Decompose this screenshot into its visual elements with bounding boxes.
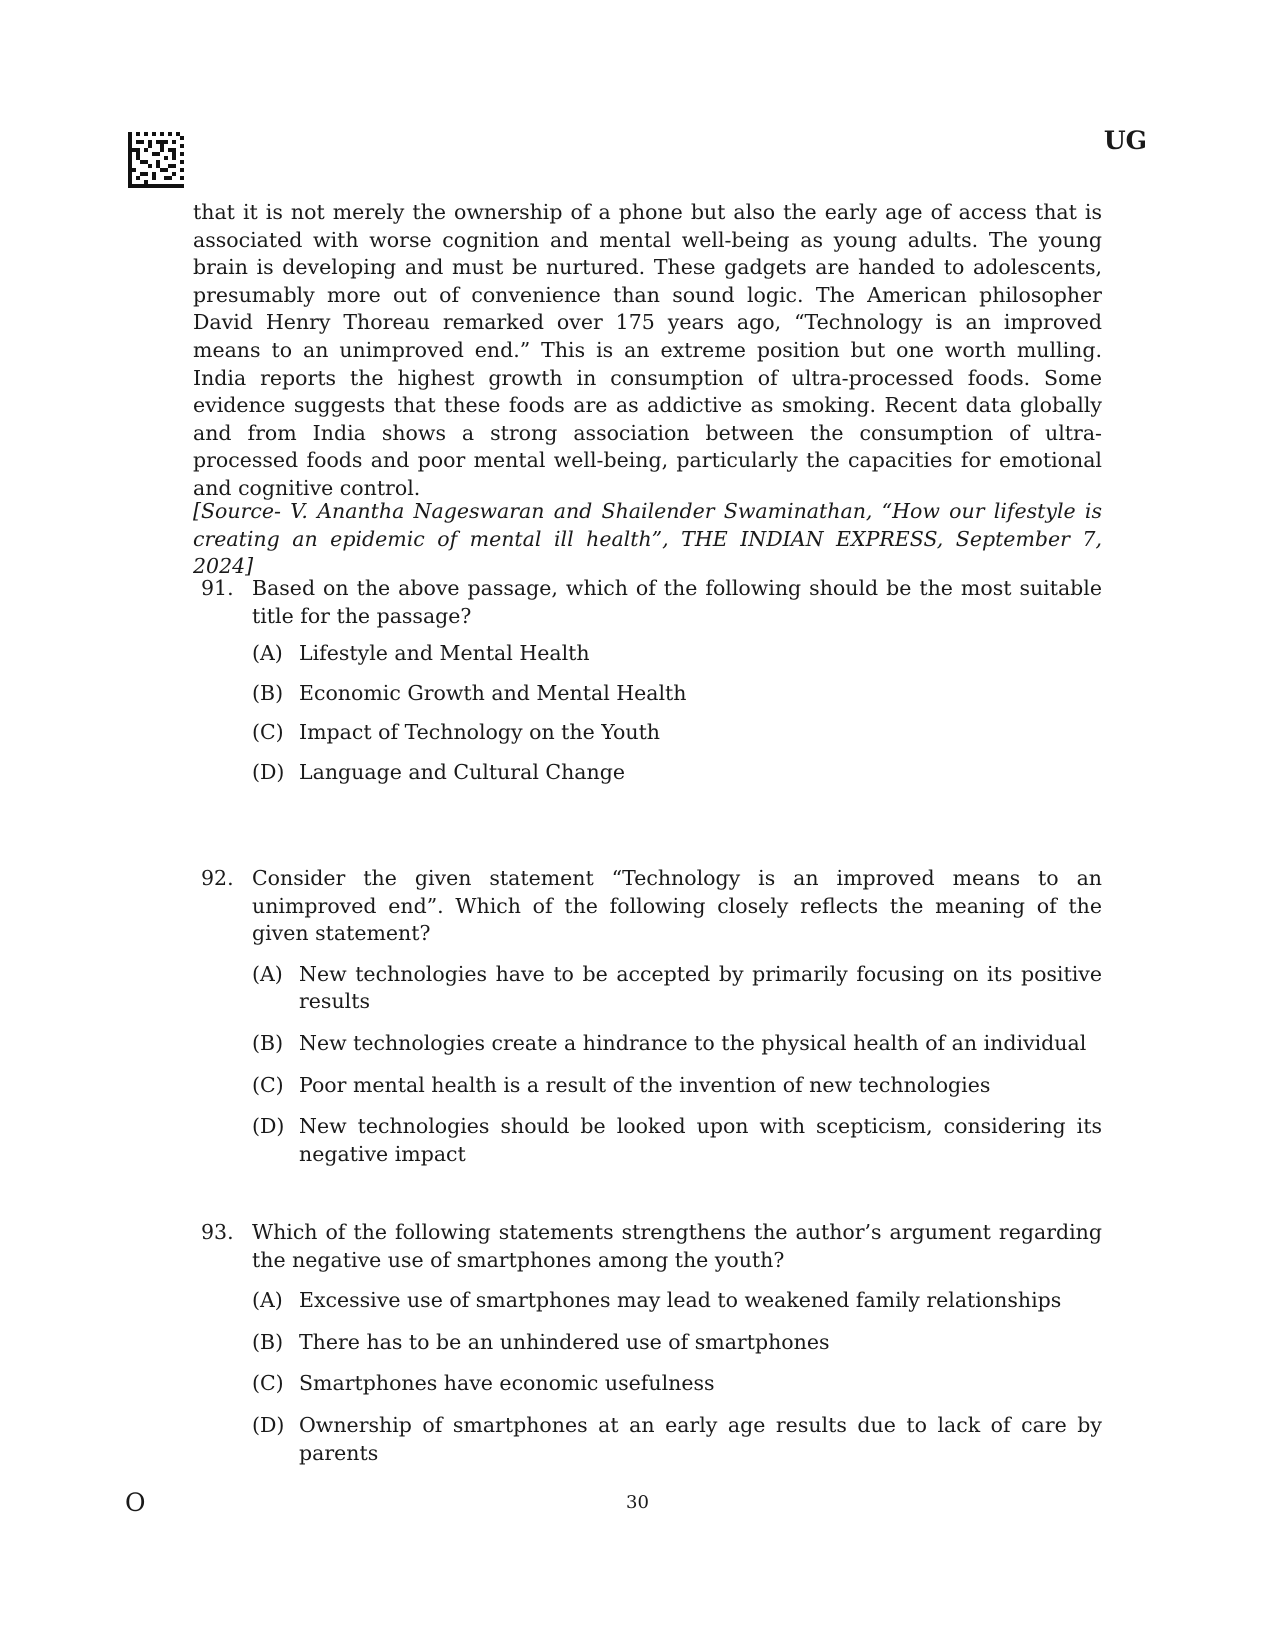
option-b[interactable] (252, 1030, 1102, 1058)
option-label: (B) (252, 1030, 284, 1055)
option-b[interactable] (252, 680, 1102, 708)
question-text: Consider the given statement “Technology is an improved means to an unimproved end”. Which of the following closely reflects the meaning of the given statement? (252, 866, 1102, 946)
option-label: (C) (252, 720, 284, 745)
option-text: There has to be an unhindered use of smartphones (299, 1329, 830, 1354)
option-label: (C) (252, 1371, 284, 1396)
passage-source: [Source- V. Anantha Nageswaran and Shailender Swaminathan, “How our lifestyle is creating an epidemic of mental ill health”, THE INDIAN EXPRESS, September 7, 2024] (193, 499, 1102, 579)
question-text: Based on the above passage, which of the following should be the most suitable title for the passage? (252, 576, 1102, 628)
option-d[interactable] (252, 1113, 1102, 1168)
option-c[interactable] (252, 1072, 1102, 1100)
option-label: (A) (252, 1288, 283, 1313)
question-92 (193, 865, 1102, 1168)
option-text: New technologies should be looked upon with scepticism, considering its negative impact (299, 1114, 1102, 1166)
passage-text: that it is not merely the ownership of a phone but also the early age of access that is associated with worse cognition and mental well-being as young adults. The young brain is developing and must be nurtured. These gadgets are handed to adolescents, presumably more out of convenience than sound logic. The American philosopher David Henry Thoreau remarked over 175 years ago, “Technology is an improved means to an unimproved end.” This is an extreme position but one worth mulling. India reports the highest growth in consumption of ultra-processed foods. Some evidence suggests that these foods are as addictive as smoking. Recent data globally and from India shows a strong association between the consumption of ultra-processed foods and poor mental well-being, particularly the capacities for emotional and cognitive control. (193, 200, 1102, 500)
option-label: (C) (252, 1072, 284, 1097)
option-c[interactable] (252, 1370, 1102, 1398)
paper-code: UG (1103, 126, 1147, 155)
page-number: 30 (626, 1492, 649, 1513)
option-d[interactable] (252, 759, 1102, 787)
option-label: (A) (252, 641, 283, 666)
option-a[interactable] (252, 1287, 1102, 1315)
option-label: (A) (252, 961, 283, 986)
option-text: Excessive use of smartphones may lead to weakened family relationships (299, 1288, 1062, 1313)
option-d[interactable] (252, 1412, 1102, 1467)
option-label: (B) (252, 680, 284, 705)
option-a[interactable] (252, 640, 1102, 668)
question-number: 93. (201, 1220, 234, 1244)
option-a[interactable] (252, 961, 1102, 1016)
option-b[interactable] (252, 1329, 1102, 1357)
option-text: Smartphones have economic usefulness (299, 1371, 715, 1396)
option-text: Poor mental health is a result of the invention of new technologies (299, 1072, 991, 1097)
option-c[interactable] (252, 719, 1102, 747)
option-text: Impact of Technology on the Youth (299, 720, 661, 745)
option-text: New technologies create a hindrance to the physical health of an individual (299, 1030, 1087, 1055)
question-93 (193, 1219, 1102, 1467)
question-text: Which of the following statements strengthens the author’s argument regarding the negative use of smartphones among the youth? (252, 1220, 1102, 1272)
question-number: 92. (201, 866, 234, 890)
option-label: (D) (252, 1114, 285, 1139)
question-91 (193, 575, 1102, 787)
option-text: Economic Growth and Mental Health (299, 680, 687, 705)
option-text: Lifestyle and Mental Health (299, 641, 590, 666)
qr-code (128, 132, 184, 188)
option-label: (B) (252, 1329, 284, 1354)
option-text: Ownership of smartphones at an early age results due to lack of care by parents (299, 1412, 1102, 1465)
booklet-code: O (125, 1488, 146, 1517)
option-label: (D) (252, 1412, 285, 1437)
option-label: (D) (252, 759, 285, 784)
question-number: 91. (201, 576, 234, 600)
option-text: New technologies have to be accepted by primarily focusing on its positive results (299, 961, 1102, 1014)
option-text: Language and Cultural Change (299, 759, 625, 784)
